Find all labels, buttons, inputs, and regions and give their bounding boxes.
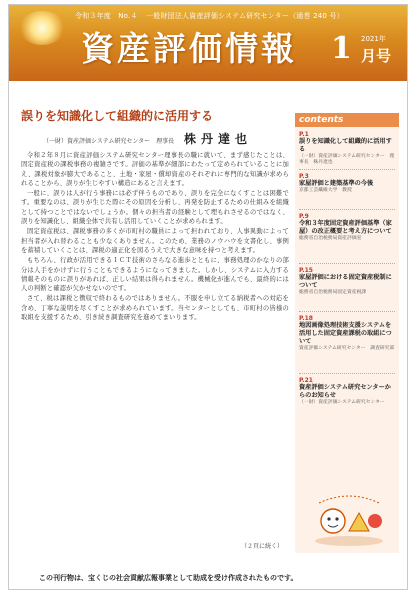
article-body bbox=[21, 151, 289, 549]
contents-author: （一財）資産評価システム研究センター 理事長 株丹達也 bbox=[299, 154, 395, 165]
issue-year: 2021年 bbox=[361, 35, 386, 43]
contents-page: P.3 bbox=[299, 173, 309, 180]
contents-sidebar bbox=[295, 113, 399, 553]
contents-divider bbox=[299, 263, 395, 264]
contents-divider bbox=[299, 311, 395, 312]
article-title: 誤りを知識化して組織的に活用する bbox=[21, 109, 214, 123]
contents-page: P.9 bbox=[299, 213, 309, 220]
article-paragraph: 固定資産税は、課税事務の多くが市町村の職員によって担われており、人事異動によって担当者が入れ替わることも少なくありません。このため、業務のノウハウを文書化し、事例を蓄積していくことは、課税の適正化を図るうえで大きな意味を持つと考えます。 bbox=[21, 228, 289, 254]
masthead bbox=[9, 5, 407, 81]
issue-number: 1 bbox=[331, 31, 352, 66]
contents-item[interactable] bbox=[299, 131, 397, 166]
contents-item[interactable] bbox=[299, 377, 397, 406]
contents-author: 資産評価システム研究センター 調査研究部 bbox=[299, 346, 395, 351]
sunrise-graphic bbox=[19, 11, 65, 45]
contents-title: 令和３年度固定資産評価基準（家屋）の改正概要と考え方について bbox=[299, 220, 392, 235]
newsletter-cover bbox=[8, 4, 408, 590]
contents-divider bbox=[299, 209, 395, 210]
contents-item[interactable] bbox=[299, 173, 397, 194]
masthead-topline bbox=[75, 11, 350, 21]
publication-title: 資産評価情報 bbox=[81, 29, 297, 68]
contents-item[interactable] bbox=[299, 315, 397, 352]
article-byline bbox=[43, 130, 252, 147]
article-paragraph: さて、税は課税と徴収で終わるものではありません。不服を申し立てる納税者への対応を含め、丁寧な説明を尽くすことが求められています。当センターとしても、市町村の皆様の取組を支援するため、引き続き調査研究を進めてまいります。 bbox=[21, 295, 289, 322]
contents-title: 資産評価システム研究センターからのお知らせ bbox=[299, 384, 391, 399]
contents-title: 家屋評価における固定資産税制について bbox=[299, 274, 392, 289]
contents-divider bbox=[299, 169, 395, 170]
footer-note: この刊行物は、宝くじの社会貢献広報事業として助成を受け作成されたものです。 bbox=[39, 574, 298, 582]
article-paragraph: もちろん、行政が活用できるＩＣＴ技術のさらなる進歩とともに、事務処理のかなりの部分は人手をかけずに行うこともできるようになってきました。しかし、システムに入力する情報そのものに誤りがあれば、正しい結果は得られません。機械化が進んでも、最終的には人の判断と確認が欠かせないのです。 bbox=[21, 257, 289, 293]
contents-item[interactable] bbox=[299, 267, 397, 296]
contents-page: P.21 bbox=[299, 377, 313, 384]
lottery-mascot-icon bbox=[309, 491, 389, 547]
contents-page: P.15 bbox=[299, 267, 313, 274]
issue-date bbox=[331, 31, 401, 75]
contents-divider bbox=[299, 373, 395, 374]
contents-page: P.18 bbox=[299, 315, 313, 322]
author-organization: （一財）資産評価システム研究センター bbox=[43, 138, 151, 145]
contents-item[interactable] bbox=[299, 213, 397, 242]
contents-author: 総務省自治税務局固定資産税課 bbox=[299, 290, 367, 295]
continued-note: （２頁に続く） bbox=[241, 543, 284, 550]
contents-author: （一財）資産評価システム研究センター bbox=[299, 400, 385, 405]
article-paragraph: 令和２年８月に資産評価システム研究センター理事長の職に就いて、まず感じたことは、固定資産税の課税事務の複雑さです。評価の基準が細部にわたって定められていることに加え、課税対象が膨大であること、土地・家屋・償却資産のそれぞれに専門的な知識が求められることから、誤りが生じやすい構造にあると言えます。 bbox=[21, 152, 289, 187]
contents-author: 京都工芸繊維大学 教授 bbox=[299, 188, 352, 193]
contents-title: 地図画像処理技術支援システムを活用した固定資産課税の取組について bbox=[299, 322, 392, 345]
issue-month: 月号 bbox=[361, 47, 392, 65]
publisher-name: 一般財団法人資産評価システム研究センター（通巻 240 号） bbox=[146, 12, 344, 20]
article-paragraph: 一般に、誤りは人が行う事務には必ず伴うものであり、誤りを完全になくすことは困難です。重要なのは、誤りが生じた際にその原因を分析し、再発を防止するための仕組みを組織として持つことではないでしょうか。個々の担当者の経験として埋もれさせるのではなく、誤りを知識化し、組織全体で共有し活用していくことが求められます。 bbox=[21, 190, 289, 226]
contents-title: 家屋評価と建築基準の今後 bbox=[299, 180, 374, 187]
author-role: 理事長 bbox=[156, 138, 175, 145]
contents-title: 誤りを知識化して組織的に活用する bbox=[299, 138, 392, 153]
contents-heading: contents bbox=[295, 113, 399, 127]
footer bbox=[9, 565, 407, 589]
contents-author: 総務省自治税務局資産評価室 bbox=[299, 236, 362, 241]
author-name: 株丹達也 bbox=[184, 132, 253, 146]
contents-page: P.1 bbox=[299, 131, 309, 138]
issue-label: 令和３年度 No.４ bbox=[75, 12, 138, 20]
